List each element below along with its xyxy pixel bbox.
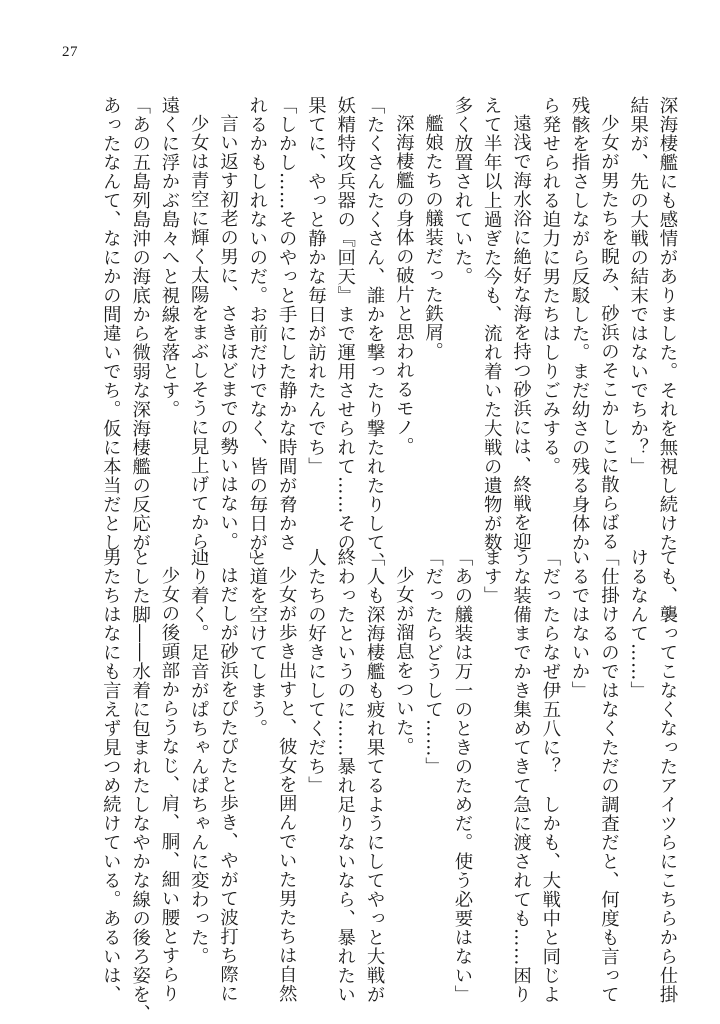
text-line: 少女の後頭部からうなじ、肩、胴、細い腰とすらり: [158, 566, 180, 1004]
text-line: 残骸を指さしながら反駁した。まだ幼さの残る身体か: [569, 96, 591, 552]
text-line: 少女が溜息をついた。: [393, 566, 415, 757]
page-number: 27: [62, 44, 78, 60]
text-line: 辿り着く。足音がぱちゃんぱちゃんに変わった。: [188, 548, 210, 966]
text-line: 「しかし……そのやっと手にした静かな時間が脅かさ: [276, 96, 298, 552]
text-line: 深海棲艦にも感情がありました。それを無視し続けた: [657, 96, 678, 552]
text-line: ても、襲ってこなくなったアイツらにこちらから仕掛: [657, 548, 678, 1004]
text-line: えて半年以上過ぎた今も、流れ着いた大戦の遺物が数: [481, 96, 503, 552]
text-line: 「人も深海棲艦も疲れ果てるようにしてやっと大戦が: [364, 548, 386, 1004]
text-line: ます」: [481, 548, 503, 605]
text-line: 「たくさんたくさん、誰かを撃ったり撃たれたりして、: [364, 96, 386, 571]
text-line: れるかもしれないのだ。お前だけでなく、皆の毎日が」: [246, 96, 268, 571]
text-line: 「だったらどうして……」: [422, 548, 444, 776]
text-line: 「仕掛けるのではなくただの調査だと、何度も言って: [598, 548, 620, 1004]
text-block-top: [67, 96, 682, 571]
text-line: 少女が歩き出すと、彼女を囲んでいた男たちは自然: [276, 566, 298, 1004]
text-line: 男たちはなにも言えず見つめ続けている。あるいは、: [100, 548, 122, 1004]
text-line: 人たちの好きにしてくだち」: [305, 548, 327, 795]
text-line: ら発せられる迫力に男たちはしりごみする。: [539, 96, 561, 476]
text-line: と道を空けてしまう。: [246, 548, 268, 738]
text-line: けるなんて……」: [627, 548, 649, 700]
text-line: 終わったというのに……暴れ足りないなら、暴れたい: [334, 548, 356, 1004]
text-line: うな装備までかき集めてきて急に渡されても……困り: [510, 548, 532, 1004]
text-line: はだしが砂浜をぴたぴたと歩き、やがて波打ち際に: [217, 566, 239, 1004]
text-line: 「だったらなぜ伊五八に？ しかも、大戦中と同じよ: [539, 548, 561, 1004]
text-line: 「あの五島列島沖の海底から微弱な深海棲艦の反応が: [129, 96, 151, 552]
text-line: 遠くに浮かぶ島々へと視線を落とす。: [158, 96, 180, 419]
text-line: 「あの艤装は万一のときのためだ。使う必要はない」: [451, 548, 473, 1004]
text-line: 少女は青空に輝く太陽をまぶしそうに見上げてから、: [188, 114, 210, 571]
text-line: 深海棲艦の身体の破片と思われるモノ。: [393, 114, 415, 457]
text-line: とした脚――水着に包まれたしなやかな線の後ろ姿を、: [129, 548, 151, 1023]
text-line: 艦娘たちの艤装だった鉄屑。: [422, 114, 444, 362]
text-line: あったなんて、なにかの間違いでち。仮に本当だとし: [100, 96, 122, 552]
text-block-bottom: [67, 548, 682, 1023]
text-line: 妖精特攻兵器の『回天』まで運用させられて……その: [334, 96, 356, 552]
text-line: 少女が男たちを睨み、砂浜のそこかしこに散らばる: [598, 114, 620, 552]
text-line: 結果が、先の大戦の結末ではないでちか？」: [627, 96, 649, 476]
text-line: 多く放置されていた。: [451, 96, 473, 286]
text-line: 言い返す初老の男に、さきほどまでの勢いはない。: [217, 114, 239, 552]
text-line: 遠浅で海水浴に絶好な海を持つ砂浜には、終戦を迎: [510, 114, 532, 552]
text-line: いるではないか」: [569, 548, 591, 700]
text-line: 果てに、やっと静かな毎日が訪れたんでち」: [305, 96, 327, 476]
